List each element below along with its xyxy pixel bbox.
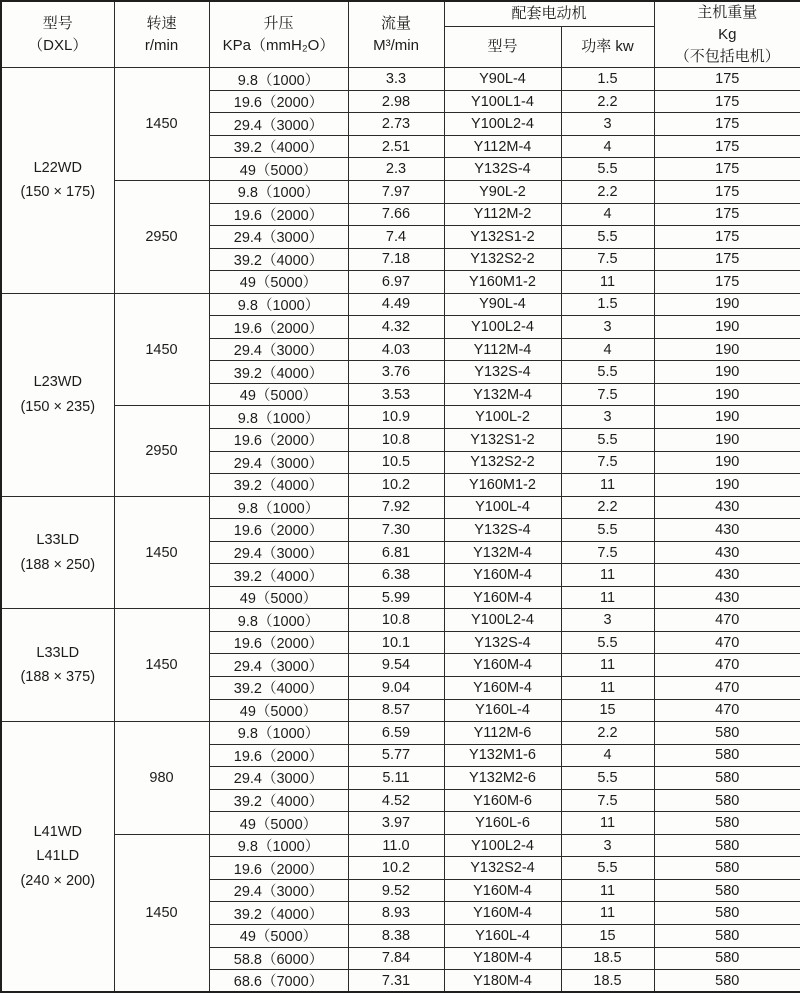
- flow-cell: 6.38: [348, 564, 444, 587]
- motor-power-cell: 11: [561, 474, 654, 497]
- motor-power-cell: 5.5: [561, 361, 654, 384]
- weight-cell: 190: [654, 474, 800, 497]
- motor-power-cell: 7.5: [561, 541, 654, 564]
- model-cell: [1, 496, 114, 609]
- motor-power-cell: 11: [561, 564, 654, 587]
- spec-row: [1, 68, 800, 91]
- header-speed-line1: 转速: [146, 14, 177, 32]
- flow-cell: 11.0: [348, 834, 444, 857]
- weight-cell: 580: [654, 879, 800, 902]
- header-motor-group: 配套电动机: [444, 1, 654, 26]
- motor-model-cell: Y160L-6: [444, 812, 561, 835]
- header-flow: [348, 1, 444, 68]
- motor-power-cell: 2.2: [561, 496, 654, 519]
- motor-model-cell: Y160M-6: [444, 789, 561, 812]
- pressure-cell: 19.6（2000）: [209, 90, 348, 113]
- motor-model-cell: Y160M-4: [444, 586, 561, 609]
- pressure-cell: 19.6（2000）: [209, 631, 348, 654]
- flow-cell: 10.8: [348, 429, 444, 452]
- flow-cell: 2.73: [348, 113, 444, 136]
- motor-power-cell: 3: [561, 609, 654, 632]
- weight-cell: 580: [654, 947, 800, 970]
- pressure-cell: 9.8（1000）: [209, 68, 348, 91]
- weight-cell: 580: [654, 722, 800, 745]
- pressure-cell: 68.6（7000）: [209, 970, 348, 993]
- weight-cell: 430: [654, 541, 800, 564]
- pressure-cell: 39.2（4000）: [209, 677, 348, 700]
- flow-cell: 6.97: [348, 271, 444, 294]
- motor-power-cell: 4: [561, 135, 654, 158]
- weight-cell: 190: [654, 406, 800, 429]
- flow-cell: 7.97: [348, 180, 444, 203]
- pressure-cell: 19.6（2000）: [209, 429, 348, 452]
- flow-cell: 3.53: [348, 383, 444, 406]
- motor-power-cell: 15: [561, 925, 654, 948]
- weight-cell: 580: [654, 925, 800, 948]
- flow-cell: 2.3: [348, 158, 444, 181]
- motor-power-cell: 5.5: [561, 767, 654, 790]
- pressure-cell: 39.2（4000）: [209, 789, 348, 812]
- pressure-cell: 39.2（4000）: [209, 564, 348, 587]
- weight-cell: 580: [654, 744, 800, 767]
- flow-cell: 7.92: [348, 496, 444, 519]
- weight-cell: 430: [654, 519, 800, 542]
- flow-cell: 2.51: [348, 135, 444, 158]
- flow-cell: 8.93: [348, 902, 444, 925]
- flow-cell: 10.2: [348, 857, 444, 880]
- motor-model-cell: Y132S-4: [444, 519, 561, 542]
- motor-model-cell: Y160L-4: [444, 699, 561, 722]
- flow-cell: 6.81: [348, 541, 444, 564]
- weight-cell: 470: [654, 609, 800, 632]
- motor-model-cell: Y132M-4: [444, 541, 561, 564]
- motor-model-cell: Y100L2-4: [444, 609, 561, 632]
- pressure-cell: 29.4（3000）: [209, 767, 348, 790]
- flow-cell: 7.66: [348, 203, 444, 226]
- weight-cell: 190: [654, 451, 800, 474]
- flow-cell: 10.8: [348, 609, 444, 632]
- spec-row: [1, 722, 800, 745]
- pressure-cell: 29.4（3000）: [209, 654, 348, 677]
- weight-cell: 175: [654, 203, 800, 226]
- motor-power-cell: 2.2: [561, 180, 654, 203]
- flow-cell: 10.5: [348, 451, 444, 474]
- pressure-cell: 39.2（4000）: [209, 135, 348, 158]
- flow-cell: 4.03: [348, 338, 444, 361]
- weight-cell: 190: [654, 361, 800, 384]
- motor-model-cell: Y112M-2: [444, 203, 561, 226]
- motor-model-cell: Y112M-4: [444, 338, 561, 361]
- weight-cell: 470: [654, 654, 800, 677]
- motor-power-cell: 3: [561, 834, 654, 857]
- flow-cell: 7.31: [348, 970, 444, 993]
- motor-power-cell: 11: [561, 812, 654, 835]
- motor-model-cell: Y132S1-2: [444, 226, 561, 249]
- speed-cell: 980: [114, 722, 209, 835]
- pressure-cell: 9.8（1000）: [209, 722, 348, 745]
- motor-model-cell: Y132S-4: [444, 631, 561, 654]
- pressure-cell: 19.6（2000）: [209, 857, 348, 880]
- motor-power-cell: 5.5: [561, 857, 654, 880]
- flow-cell: 10.2: [348, 474, 444, 497]
- pressure-cell: 49（5000）: [209, 158, 348, 181]
- pressure-cell: 58.8（6000）: [209, 947, 348, 970]
- pressure-cell: 49（5000）: [209, 383, 348, 406]
- flow-cell: 9.54: [348, 654, 444, 677]
- weight-cell: 580: [654, 902, 800, 925]
- pressure-cell: 49（5000）: [209, 925, 348, 948]
- flow-cell: 5.77: [348, 744, 444, 767]
- model-line: (150 × 235): [20, 398, 96, 415]
- flow-cell: 4.49: [348, 293, 444, 316]
- flow-cell: 9.52: [348, 879, 444, 902]
- motor-power-cell: 5.5: [561, 631, 654, 654]
- weight-cell: 175: [654, 90, 800, 113]
- motor-power-cell: 18.5: [561, 970, 654, 993]
- pressure-cell: 9.8（1000）: [209, 609, 348, 632]
- speed-cell: 1450: [114, 496, 209, 609]
- weight-cell: 580: [654, 812, 800, 835]
- pressure-cell: 39.2（4000）: [209, 902, 348, 925]
- weight-cell: 190: [654, 293, 800, 316]
- motor-power-cell: 5.5: [561, 158, 654, 181]
- motor-model-cell: Y132S1-2: [444, 429, 561, 452]
- motor-model-cell: Y100L1-4: [444, 90, 561, 113]
- pressure-cell: 29.4（3000）: [209, 541, 348, 564]
- motor-model-cell: Y180M-4: [444, 970, 561, 993]
- pressure-cell: 29.4（3000）: [209, 113, 348, 136]
- header-weight-line3: （不包括电机）: [674, 47, 780, 65]
- motor-power-cell: 11: [561, 879, 654, 902]
- motor-model-cell: Y160M-4: [444, 564, 561, 587]
- motor-power-cell: 11: [561, 586, 654, 609]
- header-weight: [654, 1, 800, 68]
- motor-model-cell: Y180M-4: [444, 947, 561, 970]
- motor-power-cell: 7.5: [561, 451, 654, 474]
- model-line: (150 × 175): [20, 184, 96, 201]
- table-header: [1, 1, 800, 68]
- spec-row: [1, 406, 800, 429]
- motor-power-cell: 4: [561, 338, 654, 361]
- model-line: L22WD: [33, 159, 82, 176]
- model-line: L23WD: [33, 374, 82, 391]
- motor-model-cell: Y132S2-2: [444, 248, 561, 271]
- pressure-cell: 39.2（4000）: [209, 361, 348, 384]
- motor-power-cell: 18.5: [561, 947, 654, 970]
- header-model-line1: 型号: [42, 14, 73, 32]
- motor-model-cell: Y160M1-2: [444, 271, 561, 294]
- weight-cell: 470: [654, 677, 800, 700]
- weight-cell: 190: [654, 316, 800, 339]
- pressure-cell: 39.2（4000）: [209, 248, 348, 271]
- flow-cell: 6.59: [348, 722, 444, 745]
- spec-row: [1, 293, 800, 316]
- pressure-cell: 9.8（1000）: [209, 496, 348, 519]
- speed-cell: 2950: [114, 180, 209, 293]
- motor-model-cell: Y100L2-4: [444, 834, 561, 857]
- motor-model-cell: Y160M-4: [444, 677, 561, 700]
- motor-power-cell: 11: [561, 654, 654, 677]
- flow-cell: 4.52: [348, 789, 444, 812]
- weight-cell: 580: [654, 857, 800, 880]
- weight-cell: 175: [654, 68, 800, 91]
- flow-cell: 7.4: [348, 226, 444, 249]
- weight-cell: 175: [654, 271, 800, 294]
- pressure-cell: 29.4（3000）: [209, 451, 348, 474]
- header-speed: [114, 1, 209, 68]
- header-flow-line2: M³/min: [373, 36, 419, 54]
- weight-cell: 175: [654, 158, 800, 181]
- flow-cell: 10.1: [348, 631, 444, 654]
- motor-model-cell: Y132M2-6: [444, 767, 561, 790]
- motor-power-cell: 5.5: [561, 226, 654, 249]
- motor-power-cell: 7.5: [561, 383, 654, 406]
- header-model-line2: （DXL）: [28, 36, 88, 54]
- pressure-cell: 29.4（3000）: [209, 879, 348, 902]
- weight-cell: 190: [654, 429, 800, 452]
- motor-power-cell: 3: [561, 113, 654, 136]
- pressure-cell: 49（5000）: [209, 699, 348, 722]
- pressure-cell: 39.2（4000）: [209, 474, 348, 497]
- model-line: (188 × 375): [20, 669, 96, 686]
- motor-model-cell: Y112M-4: [444, 135, 561, 158]
- speed-cell: 1450: [114, 609, 209, 722]
- header-speed-line2: r/min: [144, 36, 179, 54]
- header-motor-power: 功率 kw: [561, 26, 654, 68]
- speed-cell: 1450: [114, 293, 209, 406]
- spec-row: [1, 609, 800, 632]
- speed-cell: 1450: [114, 834, 209, 992]
- motor-power-cell: 7.5: [561, 248, 654, 271]
- weight-cell: 580: [654, 970, 800, 993]
- flow-cell: 3.3: [348, 68, 444, 91]
- motor-model-cell: Y100L-4: [444, 496, 561, 519]
- flow-cell: 7.30: [348, 519, 444, 542]
- spec-row: [1, 180, 800, 203]
- weight-cell: 175: [654, 180, 800, 203]
- header-weight-line2: Kg: [718, 25, 737, 43]
- flow-cell: 5.99: [348, 586, 444, 609]
- pressure-cell: 19.6（2000）: [209, 316, 348, 339]
- model-cell: [1, 609, 114, 722]
- pressure-cell: 49（5000）: [209, 586, 348, 609]
- weight-cell: 175: [654, 113, 800, 136]
- weight-cell: 430: [654, 564, 800, 587]
- pressure-cell: 19.6（2000）: [209, 744, 348, 767]
- motor-power-cell: 1.5: [561, 293, 654, 316]
- weight-cell: 580: [654, 834, 800, 857]
- motor-power-cell: 4: [561, 744, 654, 767]
- header-weight-line1: 主机重量: [697, 4, 758, 21]
- motor-model-cell: Y132S2-2: [444, 451, 561, 474]
- motor-power-cell: 15: [561, 699, 654, 722]
- motor-power-cell: 3: [561, 316, 654, 339]
- weight-cell: 430: [654, 496, 800, 519]
- model-line: (240 × 200): [20, 872, 96, 889]
- pressure-cell: 9.8（1000）: [209, 406, 348, 429]
- model-line: (188 × 250): [20, 556, 96, 573]
- weight-cell: 580: [654, 789, 800, 812]
- speed-cell: 2950: [114, 406, 209, 496]
- flow-cell: 3.76: [348, 361, 444, 384]
- spec-table-body: [1, 68, 800, 992]
- speed-cell: 1450: [114, 68, 209, 181]
- motor-power-cell: 11: [561, 271, 654, 294]
- motor-model-cell: Y160M-4: [444, 902, 561, 925]
- model-cell: [1, 293, 114, 496]
- motor-model-cell: Y90L-4: [444, 293, 561, 316]
- motor-power-cell: 5.5: [561, 429, 654, 452]
- header-pressure: [209, 1, 348, 68]
- motor-power-cell: 3: [561, 406, 654, 429]
- flow-cell: 7.18: [348, 248, 444, 271]
- weight-cell: 190: [654, 383, 800, 406]
- flow-cell: 5.11: [348, 767, 444, 790]
- motor-power-cell: 7.5: [561, 789, 654, 812]
- spec-row: [1, 496, 800, 519]
- motor-model-cell: Y112M-6: [444, 722, 561, 745]
- motor-power-cell: 11: [561, 902, 654, 925]
- model-line: L41LD: [36, 848, 80, 865]
- motor-power-cell: 1.5: [561, 68, 654, 91]
- weight-cell: 470: [654, 631, 800, 654]
- pressure-cell: 9.8（1000）: [209, 293, 348, 316]
- motor-model-cell: Y160M-4: [444, 879, 561, 902]
- weight-cell: 175: [654, 135, 800, 158]
- header-pressure-line1: 升压: [263, 14, 294, 32]
- flow-cell: 3.97: [348, 812, 444, 835]
- header-pressure-line2: KPa（mmH₂O）: [222, 36, 335, 54]
- pressure-cell: 19.6（2000）: [209, 203, 348, 226]
- motor-model-cell: Y132S-4: [444, 361, 561, 384]
- weight-cell: 175: [654, 226, 800, 249]
- motor-power-cell: 4: [561, 203, 654, 226]
- motor-model-cell: Y90L-4: [444, 68, 561, 91]
- flow-cell: 4.32: [348, 316, 444, 339]
- flow-cell: 7.84: [348, 947, 444, 970]
- motor-model-cell: Y160M-4: [444, 654, 561, 677]
- motor-model-cell: Y132M-4: [444, 383, 561, 406]
- model-line: L33LD: [36, 644, 80, 661]
- model-line: L33LD: [36, 531, 80, 548]
- motor-model-cell: Y160L-4: [444, 925, 561, 948]
- pressure-cell: 9.8（1000）: [209, 834, 348, 857]
- motor-power-cell: 2.2: [561, 722, 654, 745]
- pressure-cell: 19.6（2000）: [209, 519, 348, 542]
- flow-cell: 9.04: [348, 677, 444, 700]
- motor-model-cell: Y160M1-2: [444, 474, 561, 497]
- model-cell: [1, 68, 114, 293]
- motor-model-cell: Y132M1-6: [444, 744, 561, 767]
- flow-cell: 2.98: [348, 90, 444, 113]
- model-line: L41WD: [33, 823, 82, 840]
- flow-cell: 8.57: [348, 699, 444, 722]
- pressure-cell: 9.8（1000）: [209, 180, 348, 203]
- motor-model-cell: Y132S-4: [444, 158, 561, 181]
- motor-model-cell: Y132S2-4: [444, 857, 561, 880]
- weight-cell: 580: [654, 767, 800, 790]
- motor-power-cell: 2.2: [561, 90, 654, 113]
- pressure-cell: 29.4（3000）: [209, 338, 348, 361]
- spec-row: [1, 834, 800, 857]
- weight-cell: 190: [654, 338, 800, 361]
- motor-power-cell: 5.5: [561, 519, 654, 542]
- pressure-cell: 49（5000）: [209, 812, 348, 835]
- header-model: [1, 1, 114, 68]
- motor-model-cell: Y90L-2: [444, 180, 561, 203]
- motor-model-cell: Y100L2-4: [444, 113, 561, 136]
- header-flow-line1: 流量: [380, 14, 411, 32]
- pressure-cell: 49（5000）: [209, 271, 348, 294]
- flow-cell: 10.9: [348, 406, 444, 429]
- motor-model-cell: Y100L-2: [444, 406, 561, 429]
- header-motor-model: 型号: [444, 26, 561, 68]
- weight-cell: 430: [654, 586, 800, 609]
- pressure-cell: 29.4（3000）: [209, 226, 348, 249]
- motor-power-cell: 11: [561, 677, 654, 700]
- motor-model-cell: Y100L2-4: [444, 316, 561, 339]
- weight-cell: 470: [654, 699, 800, 722]
- weight-cell: 175: [654, 248, 800, 271]
- flow-cell: 8.38: [348, 925, 444, 948]
- model-cell: [1, 722, 114, 993]
